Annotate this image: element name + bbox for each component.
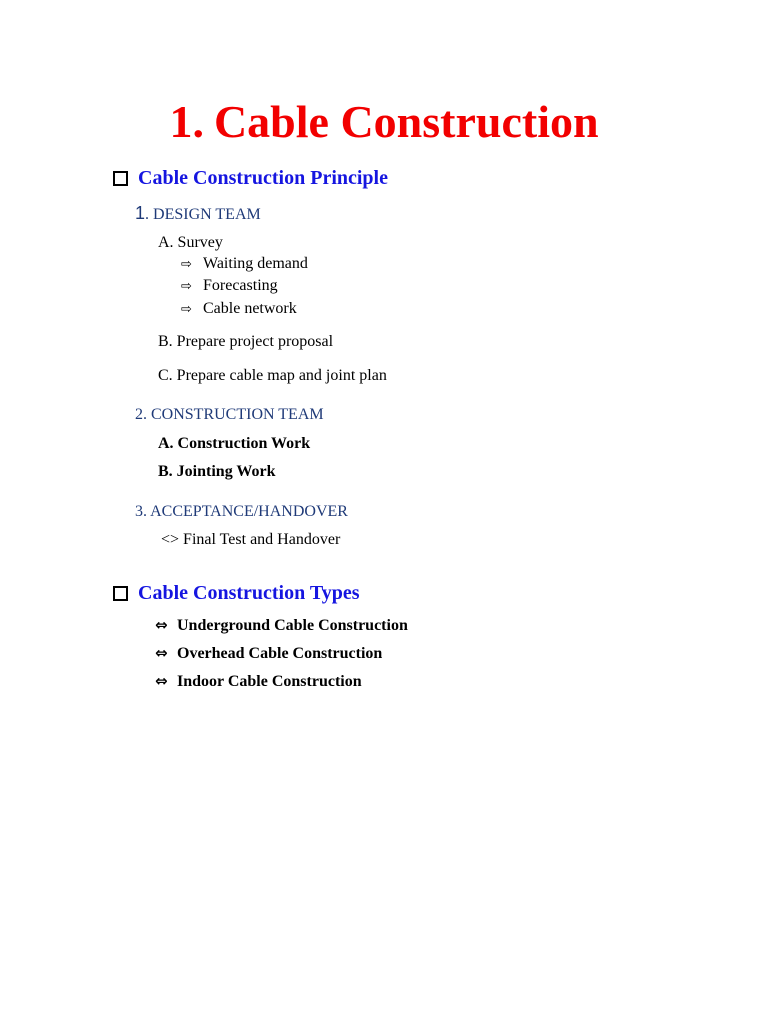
left-right-double-arrow-icon: ⇔ [155, 616, 168, 634]
type-label: Underground Cable Construction [177, 617, 408, 634]
survey-item: A. Survey [158, 234, 223, 251]
final-test-item [161, 530, 340, 550]
section-heading-types [113, 581, 360, 605]
final-test-label: Final Test and Handover [183, 531, 341, 548]
title-text: Cable Construction [213, 96, 599, 147]
map-item: C. Prepare cable map and joint plan [158, 367, 387, 384]
square-bullet-icon [113, 586, 128, 601]
acceptance-heading: 3. ACCEPTANCE/HANDOVER [135, 503, 348, 520]
page-title [0, 92, 768, 152]
type-label: Overhead Cable Construction [177, 645, 383, 662]
title-number: 1. [169, 96, 204, 147]
design-team-heading [135, 203, 261, 225]
outline-right-arrow-icon: ⇨ [181, 279, 192, 294]
diamond-bracket-icon: <> [161, 531, 180, 548]
outline-right-arrow-icon: ⇨ [181, 257, 192, 272]
survey-subitem-label: Forecasting [203, 277, 278, 294]
section-heading-principle [113, 166, 388, 190]
proposal-item: B. Prepare project proposal [158, 333, 334, 350]
section-heading-label: Cable Construction Principle [138, 167, 388, 189]
type-label: Indoor Cable Construction [177, 673, 362, 690]
construction-team-heading: 2. CONSTRUCTION TEAM [135, 406, 324, 423]
square-bullet-icon [113, 171, 128, 186]
type-list-item [155, 615, 408, 636]
construction-work-item: A. Construction Work [158, 435, 311, 452]
left-right-double-arrow-icon: ⇔ [155, 644, 168, 662]
section-heading-label: Cable Construction Types [138, 582, 360, 604]
jointing-work-item: B. Jointing Work [158, 463, 276, 480]
outline-right-arrow-icon: ⇨ [181, 302, 192, 317]
survey-subitem [181, 299, 297, 320]
type-list-item [155, 643, 382, 664]
survey-subitem [181, 254, 308, 275]
type-list-item [155, 671, 362, 692]
survey-subitem-label: Cable network [203, 300, 297, 317]
left-right-double-arrow-icon: ⇔ [155, 672, 168, 690]
design-team-label: . DESIGN TEAM [145, 206, 261, 223]
design-team-number: 1 [135, 203, 146, 223]
survey-subitem-label: Waiting demand [203, 255, 308, 272]
survey-subitem [181, 276, 278, 297]
